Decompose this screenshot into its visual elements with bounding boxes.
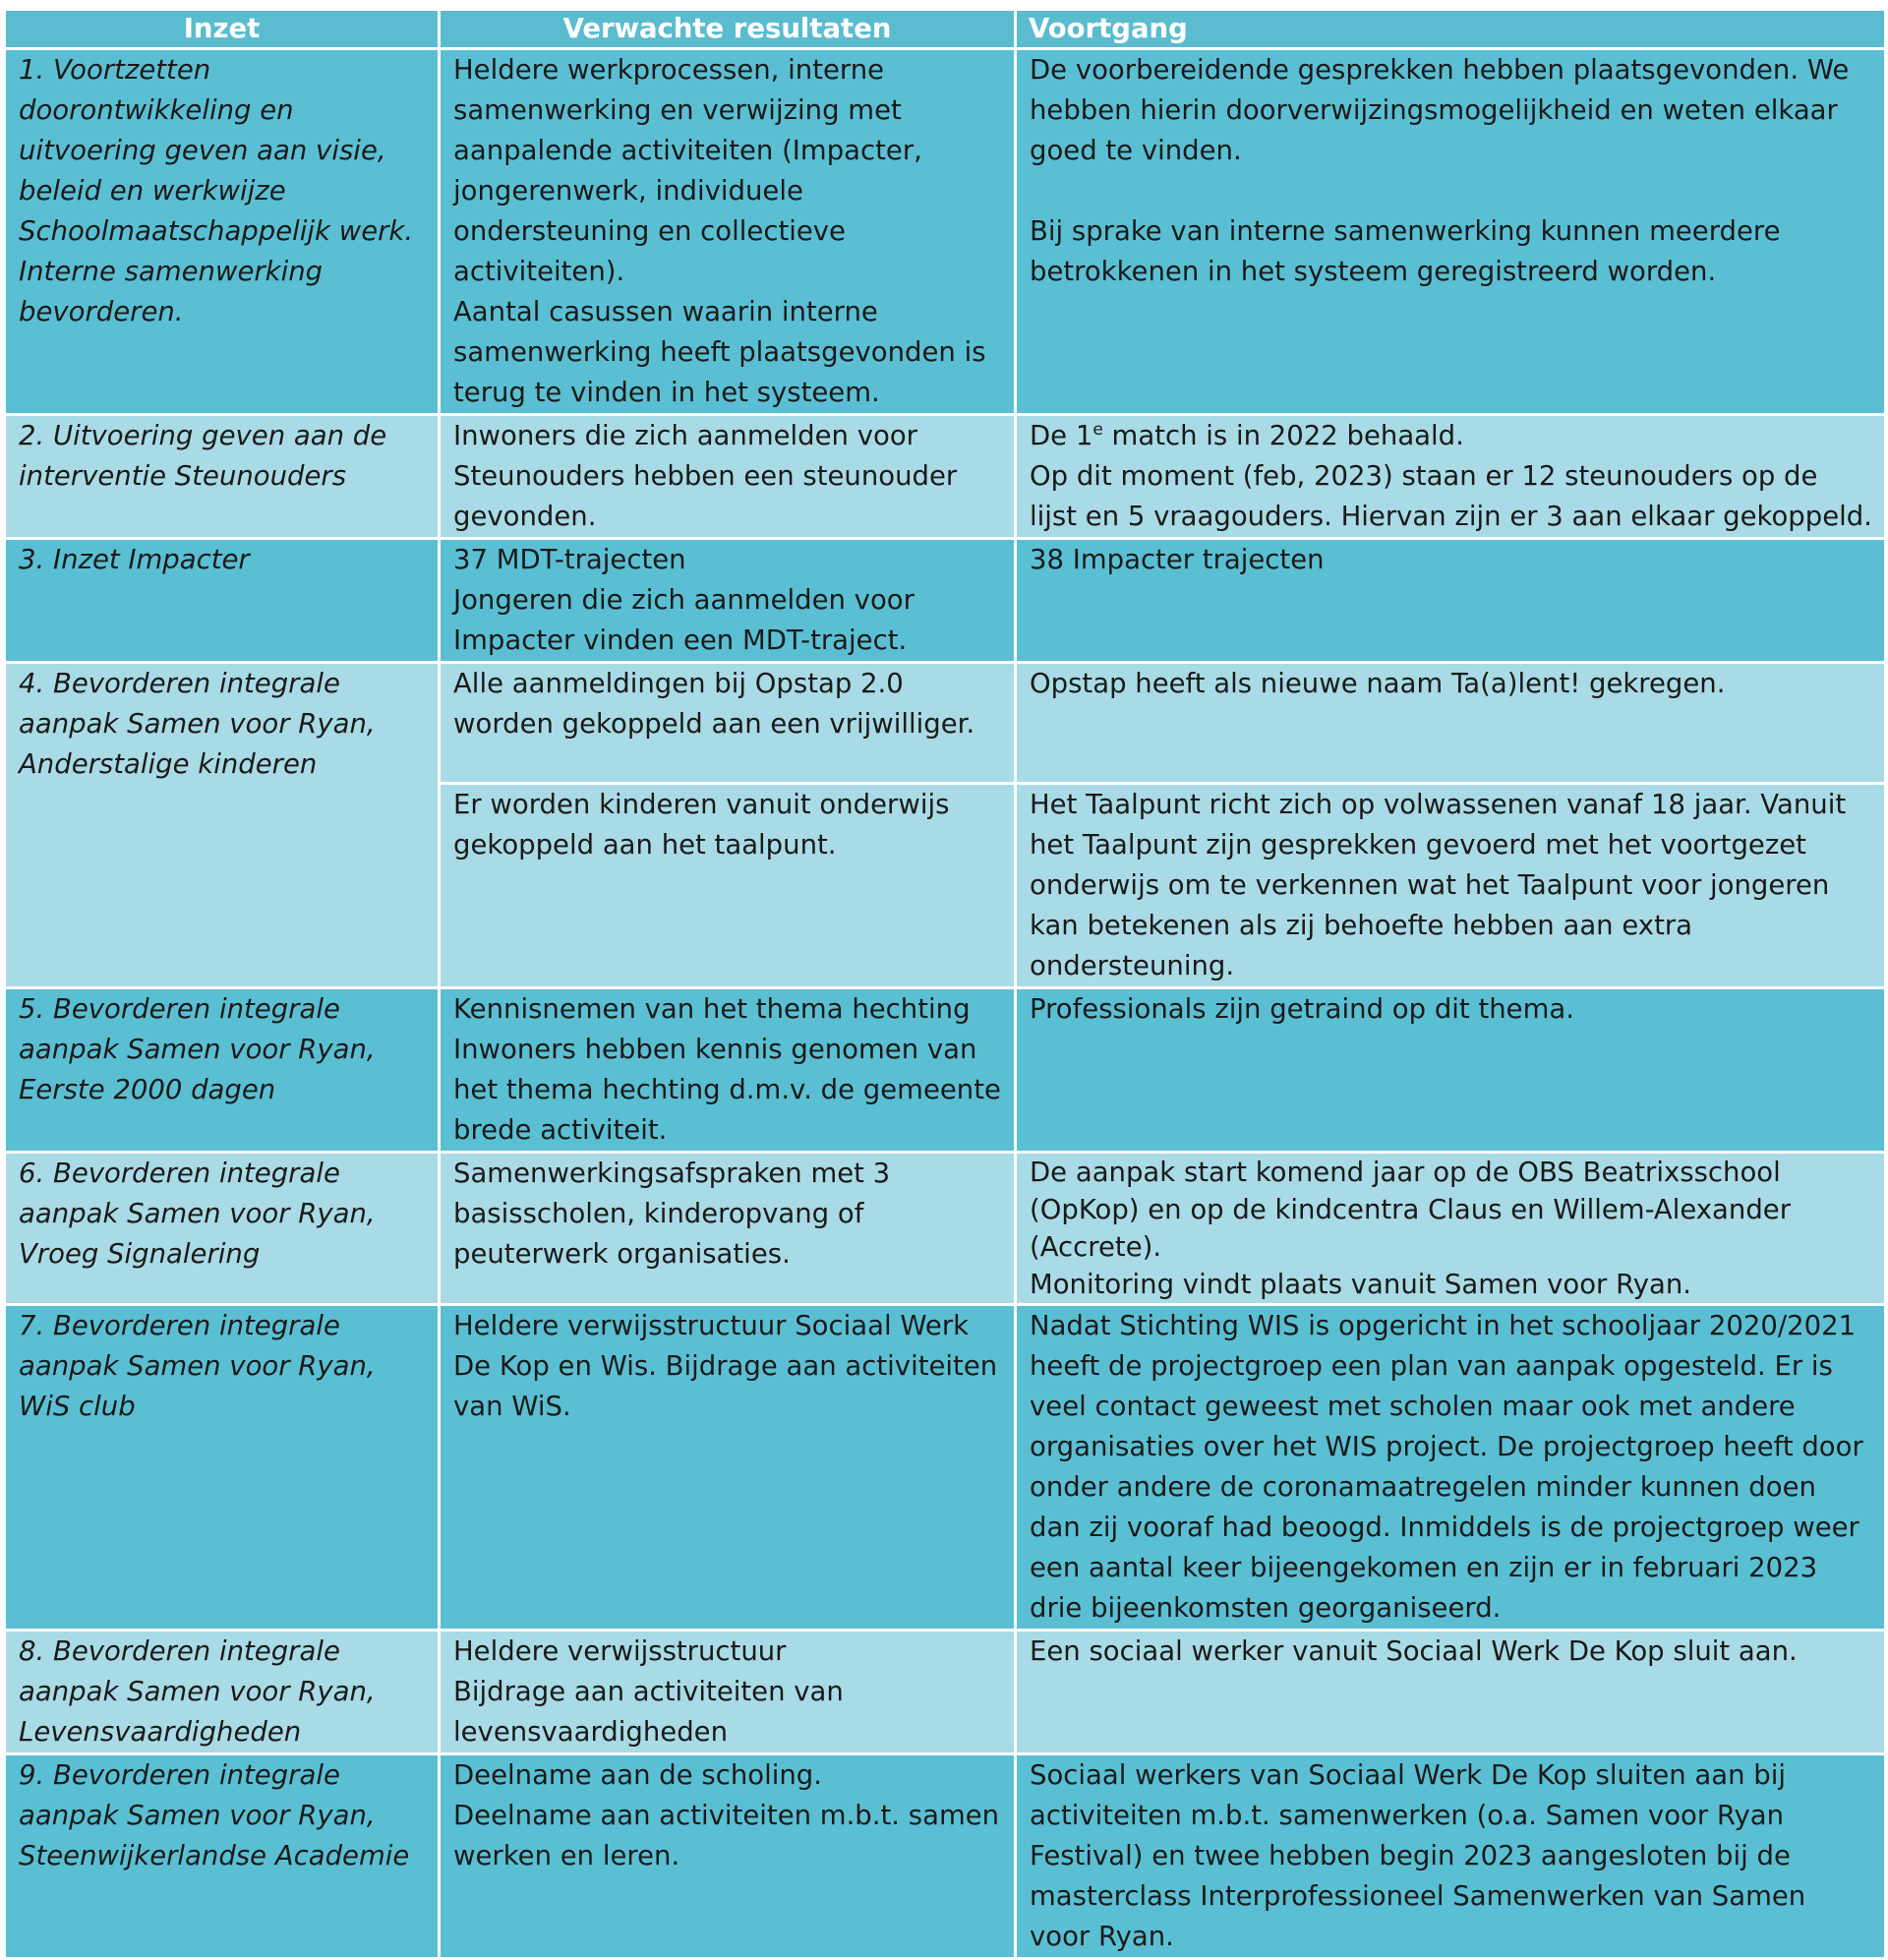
voortgang-text: Professionals zijn getraind op dit thema. bbox=[1030, 993, 1574, 1025]
resultaten-cell bbox=[440, 49, 1016, 415]
paragraph-gap bbox=[1030, 171, 1872, 211]
table-row bbox=[5, 415, 1886, 539]
resultaten-text: Heldere werkprocessen, interne samenwerking en verwijzing met aanpalende activiteiten (Impacter, jongerenwerk, individuele ondersteuning en collectieve activiteiten). bbox=[453, 54, 922, 287]
voortgang-cell bbox=[1016, 784, 1886, 988]
ordinal-superscript: e bbox=[1092, 420, 1103, 440]
resultaten-text: Aantal casussen waarin interne samenwerking heeft plaatsgevonden is terug te vinden in het systeem. bbox=[453, 296, 986, 408]
voortgang-text: Het Taalpunt richt zich op volwassenen vanaf 18 jaar. Vanuit het Taalpunt zijn gesprekken gevoerd met het voortgezet onderwijs om te verkennen wat het Taalpunt voor jongeren kan betekenen als zij behoefte hebben aan extra ondersteuning. bbox=[1030, 789, 1847, 981]
resultaten-text: Kennisnemen van het thema hechting bbox=[453, 993, 971, 1025]
voortgang-text: Bij sprake van interne samenwerking kunnen meerdere betrokkenen in het systeem geregistreerd worden. bbox=[1030, 215, 1781, 287]
resultaten-text: Alle aanmeldingen bij Opstap 2.0 worden gekoppeld aan een vrijwilliger. bbox=[453, 668, 975, 740]
table-row bbox=[5, 539, 1886, 663]
header-inzet: Inzet bbox=[5, 10, 440, 49]
resultaten-text: Bijdrage aan activiteiten van levensvaardigheden bbox=[453, 1676, 844, 1748]
table-row bbox=[5, 1153, 1886, 1305]
voortgang-cell bbox=[1016, 663, 1886, 784]
resultaten-text: Heldere verwijsstructuur Sociaal Werk De Kop en Wis. Bijdrage aan activiteiten van WiS. bbox=[453, 1310, 998, 1422]
resultaten-text: Er worden kinderen vanuit onderwijs gekoppeld aan het taalpunt. bbox=[453, 789, 950, 861]
header-voortgang: Voortgang bbox=[1016, 10, 1886, 49]
resultaten-text: 37 MDT-trajecten bbox=[453, 544, 686, 575]
table-row bbox=[5, 988, 1886, 1153]
resultaten-cell bbox=[440, 1631, 1016, 1754]
resultaten-cell bbox=[440, 1754, 1016, 1959]
resultaten-text: Jongeren die zich aanmelden voor Impacter vinden een MDT-traject. bbox=[453, 584, 914, 656]
inzet-cell: 6. Bevorderen integrale aanpak Samen voor Ryan, Vroeg Signalering bbox=[5, 1153, 440, 1305]
progress-table-container bbox=[3, 8, 1884, 1960]
voortgang-text: Op dit moment (feb, 2023) staan er 12 steunouders op de lijst en 5 vraagouders. Hiervan zijn er 3 aan elkaar gekoppeld. bbox=[1030, 460, 1872, 532]
voortgang-text: 38 Impacter trajecten bbox=[1030, 544, 1325, 575]
voortgang-cell bbox=[1016, 1153, 1886, 1305]
voortgang-cell bbox=[1016, 415, 1886, 539]
resultaten-cell bbox=[440, 415, 1016, 539]
header-row bbox=[5, 10, 1886, 49]
voortgang-cell bbox=[1016, 1631, 1886, 1754]
table-row bbox=[5, 1631, 1886, 1754]
resultaten-cell bbox=[440, 539, 1016, 663]
voortgang-cell bbox=[1016, 539, 1886, 663]
inzet-cell: 7. Bevorderen integrale aanpak Samen voor Ryan, WiS club bbox=[5, 1305, 440, 1631]
inzet-cell: 2. Uitvoering geven aan de interventie Steunouders bbox=[5, 415, 440, 539]
voortgang-text: Nadat Stichting WIS is opgericht in het schooljaar 2020/2021 heeft de projectgroep een plan van aanpak opgesteld. Er is veel contact geweest met scholen maar ook met andere organisaties over het WIS project. De projectgroep heeft door onder andere de coronamaatregelen minder kunnen doen dan zij vooraf had beoogd. Inmiddels is de projectgroep weer een aantal keer bijeengekomen en zijn er in februari 2023 drie bijeenkomsten georganiseerd. bbox=[1030, 1310, 1863, 1624]
voortgang-text: Sociaal werkers van Sociaal Werk De Kop sluiten aan bij activiteiten m.b.t. samenwerken (o.a. Samen voor Ryan Festival) en twee hebben begin 2023 aangesloten bij de masterclass Interprofessioneel Samenwerken van Samen voor Ryan. bbox=[1030, 1759, 1806, 1952]
table-row bbox=[5, 49, 1886, 415]
inzet-cell: 8. Bevorderen integrale aanpak Samen voor Ryan, Levensvaardigheden bbox=[5, 1631, 440, 1754]
resultaten-text: Heldere verwijsstructuur bbox=[453, 1635, 787, 1667]
resultaten-text: Deelname aan de scholing. bbox=[453, 1759, 822, 1791]
inzet-cell: 1. Voortzetten doorontwikkeling en uitvoering geven aan visie, beleid en werkwijze Schoolmaatschappelijk werk. Interne samenwerking bevorderen. bbox=[5, 49, 440, 415]
voortgang-text: Monitoring vindt plaats vanuit Samen voor Ryan. bbox=[1030, 1269, 1691, 1300]
voortgang-text-post: match is in 2022 behaald. bbox=[1102, 420, 1464, 451]
resultaten-text: Deelname aan activiteiten m.b.t. samen werken en leren. bbox=[453, 1800, 1000, 1871]
voortgang-text: Een sociaal werker vanuit Sociaal Werk De Kop sluit aan. bbox=[1030, 1635, 1798, 1667]
voortgang-text: Opstap heeft als nieuwe naam Ta(a)lent! gekregen. bbox=[1030, 668, 1726, 699]
progress-table bbox=[3, 8, 1887, 1960]
header-verwachte-resultaten: Verwachte resultaten bbox=[440, 10, 1016, 49]
voortgang-text: De voorbereidende gesprekken hebben plaatsgevonden. We hebben hierin doorverwijzingsmogelijkheid en weten elkaar goed te vinden. bbox=[1030, 54, 1850, 166]
voortgang-text-first-match bbox=[1030, 416, 1872, 456]
table-row bbox=[5, 663, 1886, 784]
resultaten-cell bbox=[440, 1305, 1016, 1631]
voortgang-text-pre: De 1 bbox=[1030, 420, 1093, 451]
resultaten-cell bbox=[440, 1153, 1016, 1305]
table-row bbox=[5, 1305, 1886, 1631]
voortgang-text: De aanpak start komend jaar op de OBS Beatrixsschool (OpKop) en op de kindcentra Claus en Willem-Alexander (Accrete). bbox=[1030, 1157, 1792, 1263]
resultaten-text: Samenwerkingsafspraken met 3 basisscholen, kinderopvang of peuterwerk organisaties. bbox=[453, 1158, 891, 1270]
voortgang-cell bbox=[1016, 1754, 1886, 1959]
resultaten-text: Inwoners die zich aanmelden voor Steunouders hebben een steunouder gevonden. bbox=[453, 420, 958, 532]
resultaten-text: Inwoners hebben kennis genomen van het thema hechting d.m.v. de gemeente brede activiteit. bbox=[453, 1034, 1001, 1146]
table-row bbox=[5, 1754, 1886, 1959]
inzet-cell: 4. Bevorderen integrale aanpak Samen voor Ryan, Anderstalige kinderen bbox=[5, 663, 440, 988]
inzet-cell: 3. Inzet Impacter bbox=[5, 539, 440, 663]
resultaten-cell bbox=[440, 784, 1016, 988]
voortgang-cell bbox=[1016, 988, 1886, 1153]
inzet-cell: 9. Bevorderen integrale aanpak Samen voor Ryan, Steenwijkerlandse Academie bbox=[5, 1754, 440, 1959]
voortgang-cell bbox=[1016, 1305, 1886, 1631]
inzet-cell: 5. Bevorderen integrale aanpak Samen voor Ryan, Eerste 2000 dagen bbox=[5, 988, 440, 1153]
resultaten-cell bbox=[440, 663, 1016, 784]
voortgang-cell bbox=[1016, 49, 1886, 415]
resultaten-cell bbox=[440, 988, 1016, 1153]
